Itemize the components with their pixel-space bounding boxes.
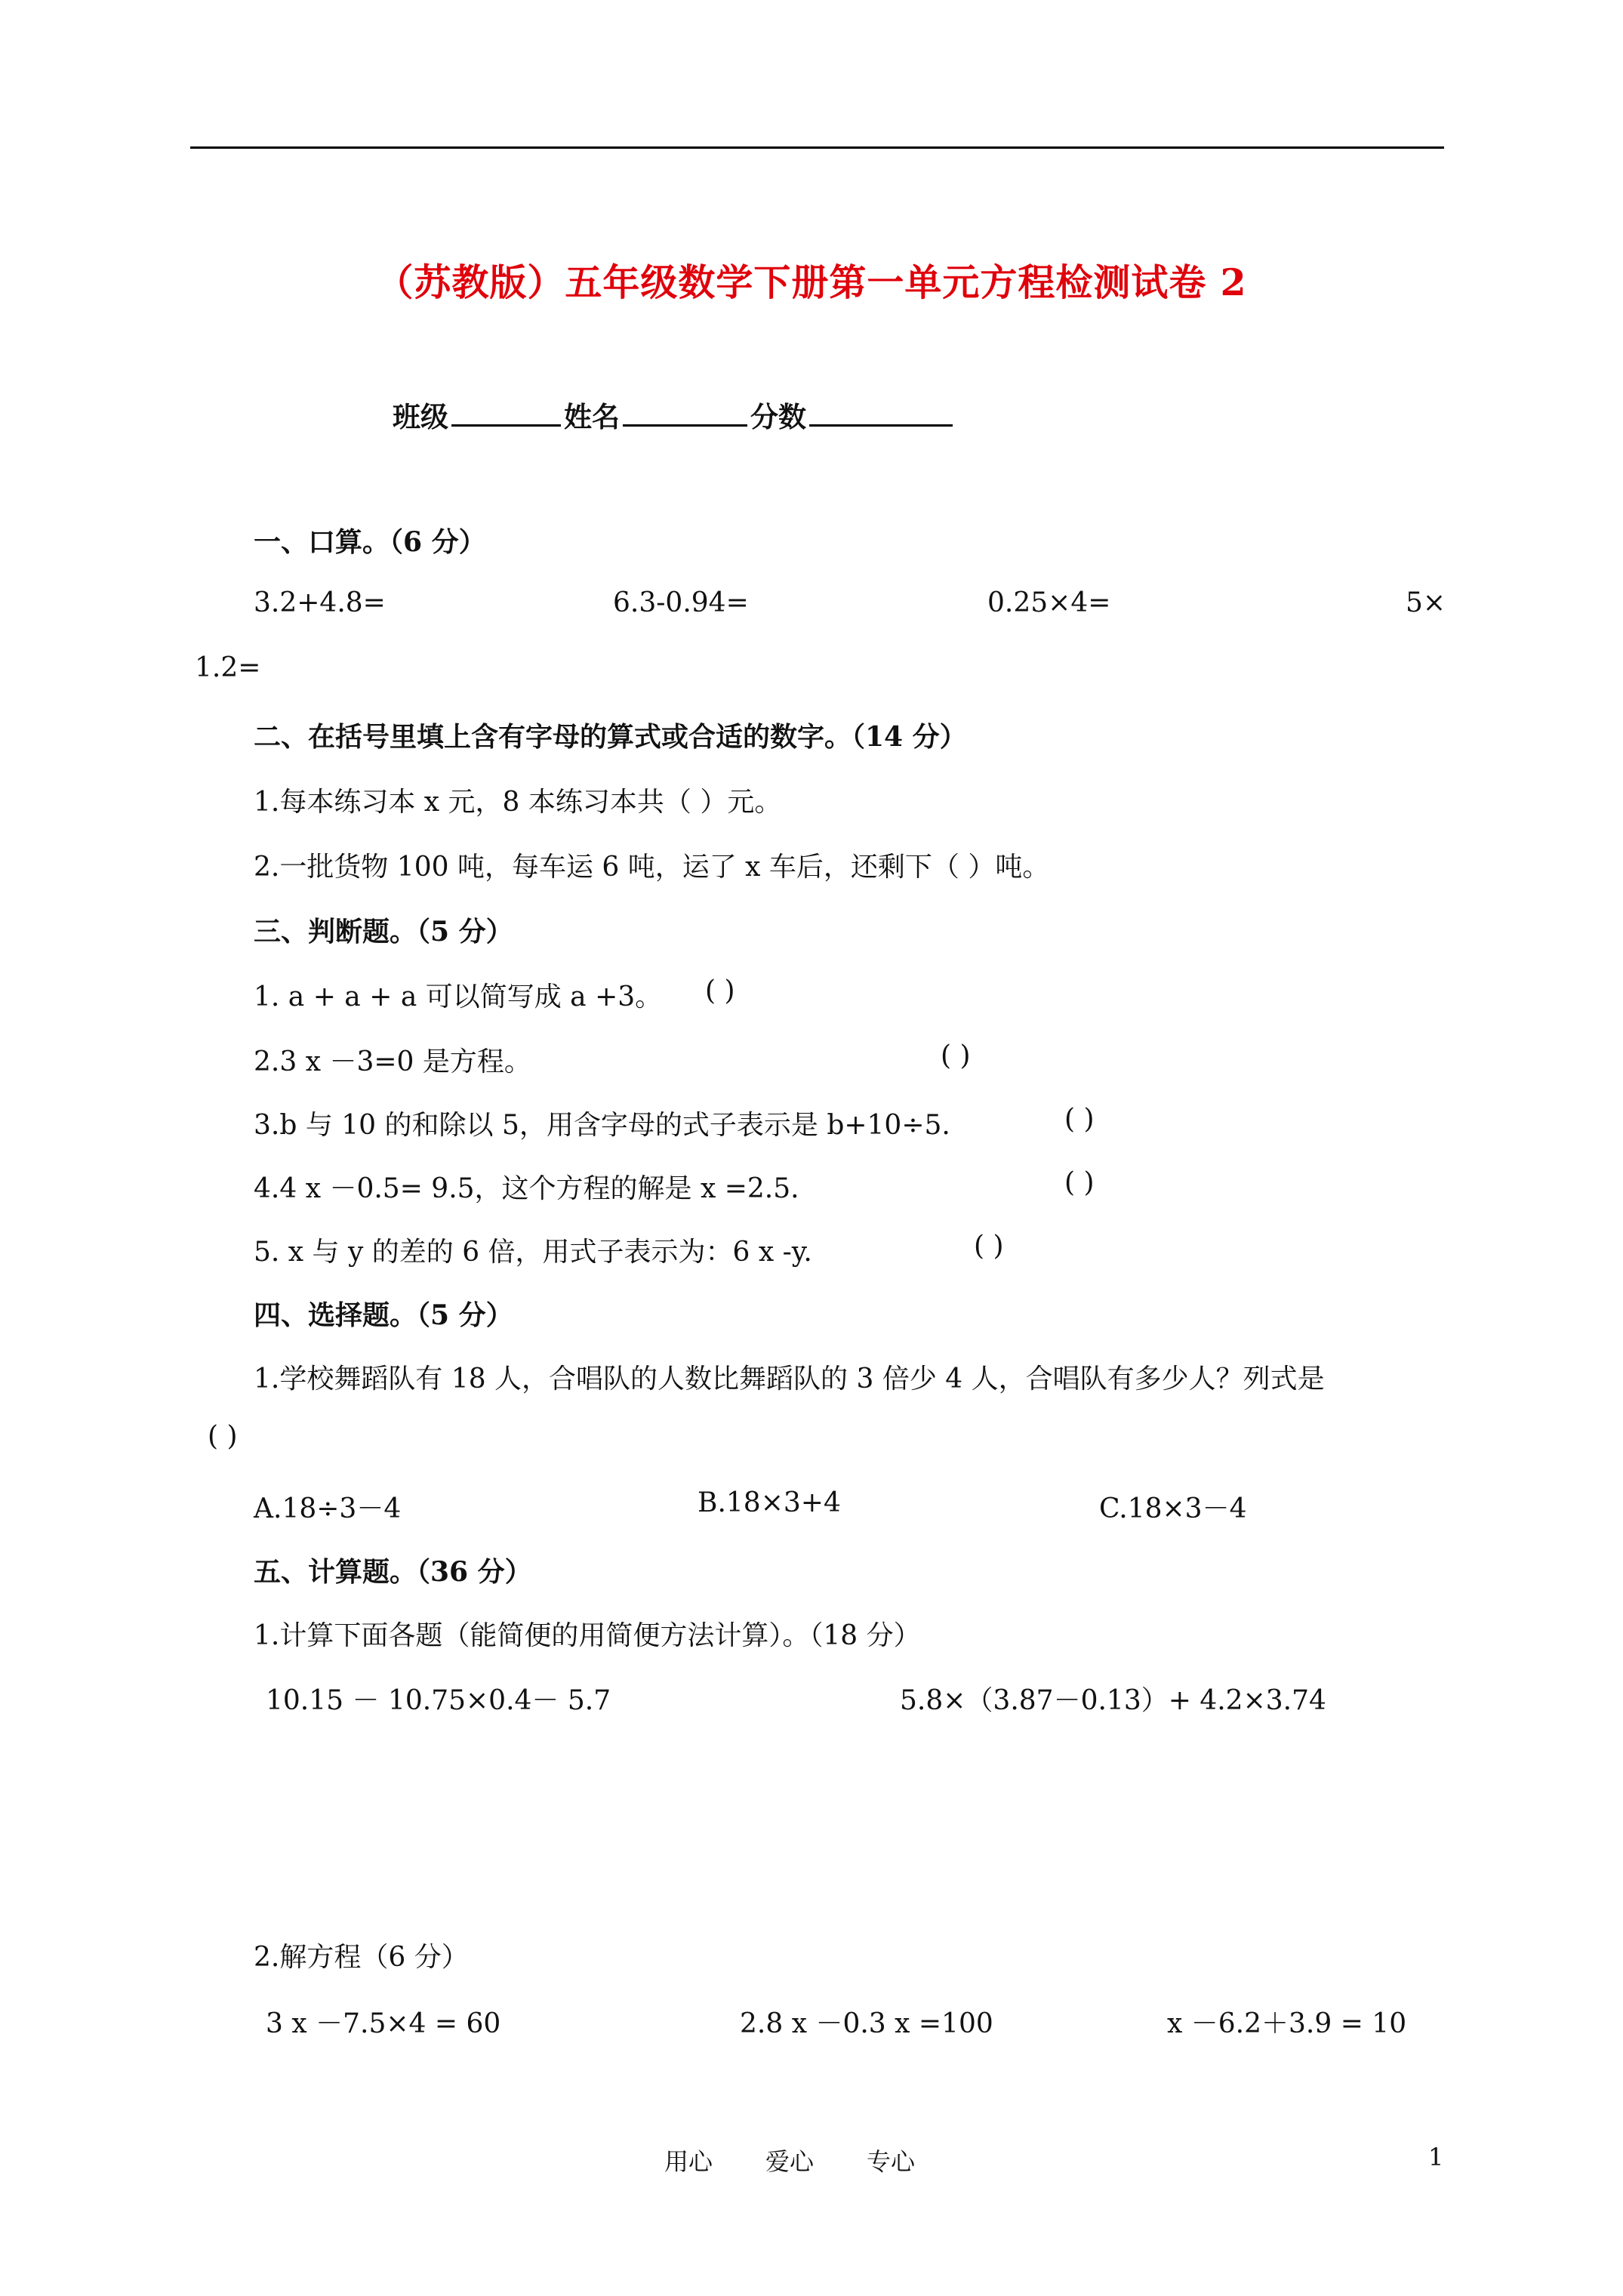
- page-number: 1: [1428, 2143, 1444, 2171]
- calc-subheading-2: 2.解方程（6 分）: [254, 1942, 469, 1973]
- choice-option-b[interactable]: B.18×3+4: [698, 1487, 841, 1518]
- judge-bracket-5[interactable]: ( ): [974, 1231, 1004, 1262]
- oral-item-1: 3.2+4.8=: [254, 587, 386, 618]
- section-2-heading: 二、在括号里填上含有字母的算式或合适的数字。（14 分）: [254, 721, 967, 753]
- footer-word-1: 用心: [664, 2147, 713, 2176]
- choice-answer-bracket[interactable]: ( ): [208, 1421, 238, 1452]
- score-label: 分数: [750, 400, 806, 433]
- oral-item-2: 6.3-0.94=: [613, 587, 749, 618]
- calc-subheading-1: 1.计算下面各题（能简便的用简便方法计算）。（18 分）: [254, 1620, 921, 1651]
- equation-3: x －6.2＋3.9 = 10: [1167, 2008, 1407, 2039]
- oral-item-4-cont: 1.2=: [195, 652, 261, 683]
- judge-bracket-3[interactable]: ( ): [1064, 1104, 1095, 1135]
- section-3-heading: 三、判断题。（5 分）: [254, 916, 513, 948]
- footer-word-2: 爱心: [765, 2147, 815, 2176]
- page-title: （苏教版）五年级数学下册第一单元方程检测试卷 2: [376, 260, 1247, 304]
- judge-question-3: 3.b 与 10 的和除以 5，用含字母的式子表示是 b+10÷5.: [254, 1110, 950, 1141]
- judge-bracket-4[interactable]: ( ): [1064, 1167, 1095, 1198]
- class-blank[interactable]: [451, 399, 561, 427]
- footer-motto: [664, 2143, 968, 2177]
- fill-question-2: 2.一批货物 100 吨，每车运 6 吨，运了 x 车后，还剩下（ ）吨。: [254, 852, 1050, 883]
- section-1-heading: 一、口算。（6 分）: [254, 526, 486, 558]
- section-5-heading: 五、计算题。（36 分）: [254, 1556, 532, 1588]
- student-info-line: [393, 394, 956, 435]
- judge-bracket-2[interactable]: ( ): [941, 1040, 971, 1071]
- judge-question-4: 4.4 x －0.5= 9.5，这个方程的解是 x =2.5.: [254, 1173, 799, 1204]
- oral-item-4: 5×: [1406, 587, 1446, 618]
- judge-question-5: 5. x 与 y 的差的 6 倍，用式子表示为：6 x -y.: [254, 1237, 812, 1268]
- equation-2: 2.8 x －0.3 x =100: [740, 2008, 993, 2039]
- choice-option-c[interactable]: C.18×3－4: [1099, 1493, 1247, 1524]
- judge-question-2: 2.3 x －3=0 是方程。: [254, 1046, 531, 1077]
- footer-word-3: 专心: [867, 2147, 916, 2176]
- judge-question-1: 1. a + a + a 可以简写成 a +3。: [254, 982, 663, 1012]
- class-label: 班级: [393, 400, 448, 433]
- fill-question-1: 1.每本练习本 x 元，8 本练习本共（ ）元。: [254, 787, 782, 818]
- calc-expression-1: 10.15 － 10.75×0.4－ 5.7: [266, 1685, 611, 1716]
- oral-item-3: 0.25×4=: [987, 587, 1111, 618]
- name-blank[interactable]: [623, 399, 747, 427]
- equation-1: 3 x －7.5×4 = 60: [266, 2008, 501, 2039]
- judge-bracket-1[interactable]: ( ): [705, 975, 735, 1006]
- header-rule: [190, 146, 1444, 149]
- section-4-heading: 四、选择题。（5 分）: [254, 1299, 513, 1331]
- choice-question-1: 1.学校舞蹈队有 18 人，合唱队的人数比舞蹈队的 3 倍少 4 人，合唱队有多少人？列式是: [254, 1364, 1325, 1395]
- name-label: 姓名: [564, 400, 620, 433]
- choice-option-a[interactable]: A.18÷3－4: [254, 1493, 402, 1524]
- calc-expression-2: 5.8×（3.87－0.13）+ 4.2×3.74: [900, 1685, 1326, 1716]
- score-blank[interactable]: [809, 399, 953, 427]
